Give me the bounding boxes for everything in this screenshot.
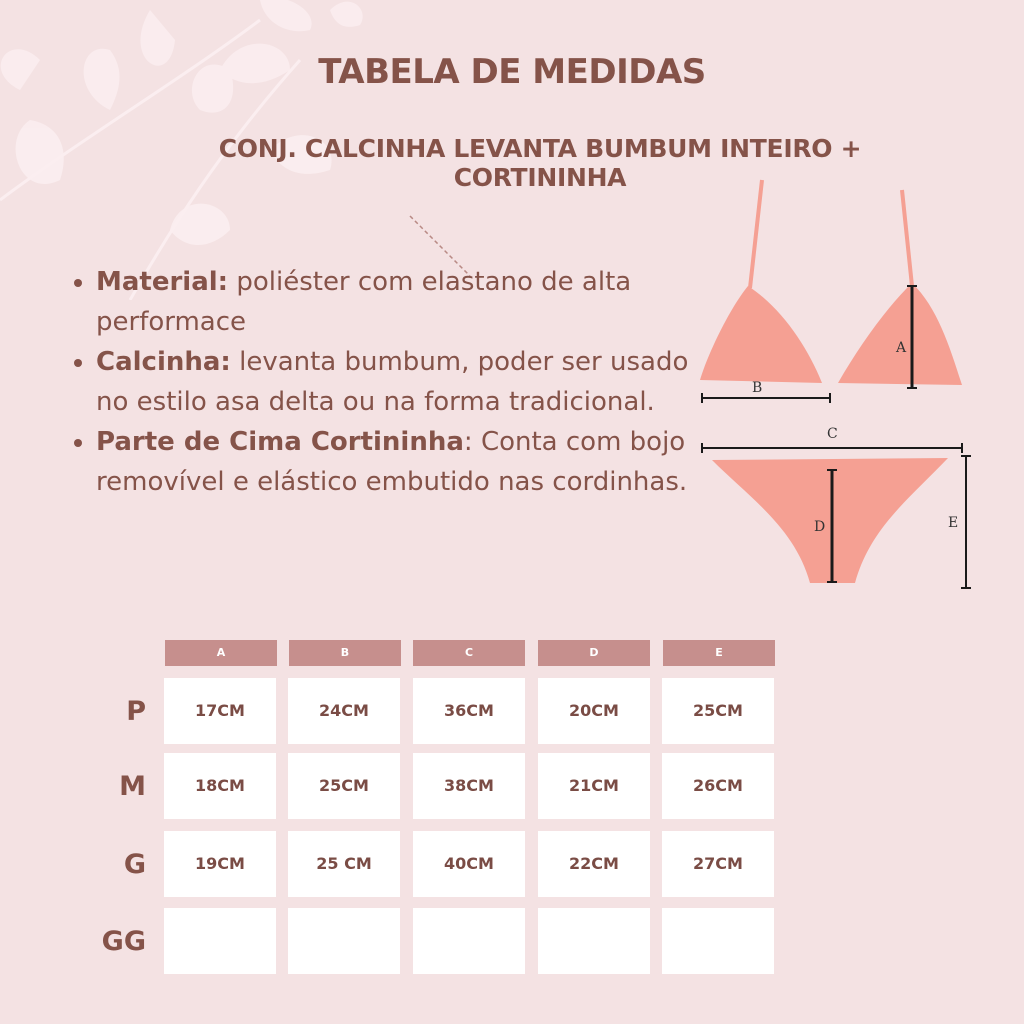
row-label-m: M [119, 771, 146, 802]
table-cell: 18CM [164, 753, 276, 819]
table-cell: 40CM [413, 831, 525, 897]
table-cell: 38CM [413, 753, 525, 819]
column-header-a: A [165, 640, 277, 666]
bottom-piece-shape [712, 458, 948, 583]
table-cell: 22CM [538, 831, 650, 897]
feature-label: Material: [96, 267, 229, 297]
label-d: D [814, 519, 826, 535]
table-cell: 27CM [662, 831, 774, 897]
column-header-b: B [289, 640, 401, 666]
subtitle-line-1: CONJ. CALCINHA LEVANTA BUMBUM INTEIRO + [218, 134, 862, 163]
table-cell [164, 908, 276, 974]
table-cell [538, 908, 650, 974]
table-cell [662, 908, 774, 974]
feature-item-calcinha [70, 342, 690, 422]
feature-item-material [70, 262, 690, 342]
bikini-measurement-diagram [690, 178, 980, 598]
table-cell: 25CM [662, 678, 774, 744]
feature-text: : Conta com bojo removível e elástico embutido nas cordinhas. [96, 427, 688, 497]
row-label-p: P [126, 696, 146, 727]
table-cell [288, 908, 400, 974]
column-header-c: C [413, 640, 525, 666]
table-cell: 26CM [662, 753, 774, 819]
feature-label: Calcinha: [96, 347, 231, 377]
table-cell: 36CM [413, 678, 525, 744]
table-cell: 21CM [538, 753, 650, 819]
feature-text: poliéster com elastano de alta performace [96, 267, 632, 337]
table-cell: 17CM [164, 678, 276, 744]
label-c: C [827, 426, 838, 442]
label-e: E [948, 515, 959, 531]
feature-label: Parte de Cima Cortininha [96, 427, 464, 457]
table-cell: 24CM [288, 678, 400, 744]
label-b: B [752, 380, 763, 396]
subtitle-line-2: CORTININHA [453, 163, 627, 192]
feature-item-top [70, 422, 690, 502]
table-cell: 19CM [164, 831, 276, 897]
left-cup-shape [700, 286, 822, 383]
feature-text: levanta bumbum, poder ser usado no estilo asa delta ou na forma tradicional. [96, 347, 689, 417]
table-cell [413, 908, 525, 974]
table-cell: 25CM [288, 753, 400, 819]
row-label-gg: GG [101, 926, 146, 957]
page-title: TABELA DE MEDIDAS [318, 52, 706, 92]
table-cell: 25 CM [288, 831, 400, 897]
feature-list [70, 262, 690, 502]
column-header-d: D [538, 640, 650, 666]
column-header-e: E [663, 640, 775, 666]
right-cup-shape [838, 283, 962, 385]
row-label-g: G [123, 849, 146, 880]
table-cell: 20CM [538, 678, 650, 744]
label-a: A [896, 340, 907, 356]
